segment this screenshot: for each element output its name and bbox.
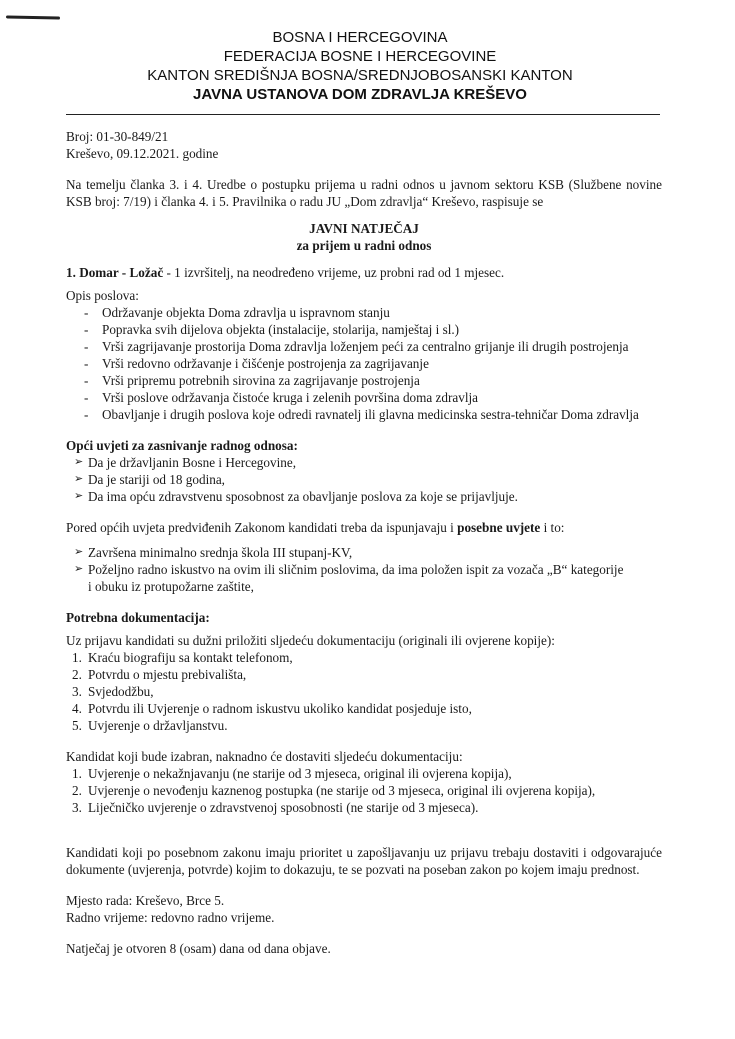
documentation-list [66, 649, 662, 734]
special-conditions-list [66, 544, 662, 578]
priority-paragraph: Kandidati koji po posebnom zakonu imaju prioritet u zapošljavanju uz prijavu trebaju dostaviti i odgovarajuće dokumente (uvjerenja, potvrde) kojim to dokazuju, te se pozvati na poseban zakon po kojem imaju prednost. [66, 845, 662, 877]
list-item: 3. Svjedodžbu, [72, 684, 154, 699]
special-conditions-lead: Pored općih uvjeta predviđenih Zakonom kandidati treba da ispunjavaju i posebne uvjete i to: [66, 520, 565, 535]
arrow-bullet-icon: ➢ [74, 490, 84, 502]
list-item: - Vrši redovno održavanje i čišćenje postrojenja za zagrijavanje [84, 356, 429, 371]
header-institution: JAVNA USTANOVA DOM ZDRAVLJA KREŠEVO [193, 86, 527, 103]
special-conditions-continuation: i obuku iz protupožarne zaštite, [88, 579, 254, 594]
notice-title: JAVNI NATJEČAJ [309, 221, 419, 236]
list-item: ➢ Poželjno radno iskustvo na ovim ili sličnim poslovima, da ima položen ispit za vozača „B“ kategorije [74, 562, 624, 577]
reference-number: Broj: 01-30-849/21 [66, 129, 169, 144]
position-name: Domar - Ložač [79, 265, 164, 280]
list-item: ➢ Da je državljanin Bosne i Hercegovine, [74, 455, 296, 470]
list-item: 5. Uvjerenje o državljanstvu. [72, 718, 228, 733]
arrow-bullet-icon: ➢ [74, 456, 84, 468]
arrow-bullet-icon: ➢ [74, 546, 84, 558]
list-item: - Obavljanje i drugih poslova koje odredi ravnatelj ili glavna medicinska sestra-tehničar Doma zdravlja [84, 407, 639, 422]
closing-statement: Natječaj je otvoren 8 (osam) dana od dana objave. [66, 941, 331, 956]
documentation-heading: Potrebna dokumentacija: [66, 610, 210, 625]
header-divider [66, 114, 660, 115]
position-number: 1. [66, 265, 76, 280]
list-item: 1. Kraću biografiju sa kontakt telefonom, [72, 650, 293, 665]
list-item: - Vrši pripremu potrebnih sirovina za zagrijavanje postrojenja [84, 373, 420, 388]
list-item: 2. Uvjerenje o nevođenju kaznenog postupka (ne starije od 3 mjeseca, original ili ovjerena kopija), [72, 783, 596, 798]
selected-candidate-list [66, 765, 662, 816]
arrow-bullet-icon: ➢ [74, 473, 84, 485]
document-body [66, 128, 662, 957]
list-item: 3. Liječničko uvjerenje o zdravstvenoj sposobnosti (ne starije od 3 mjeseca). [72, 800, 479, 815]
list-item: ➢ Da je stariji od 18 godina, [74, 472, 225, 487]
workplace-location: Mjesto rada: Kreševo, Brce 5. [66, 893, 225, 908]
general-conditions-list [66, 454, 662, 505]
position-line [66, 264, 662, 281]
intro-paragraph: Na temelju članka 3. i 4. Uredbe o postupku prijema u radni odnos u javnom sektoru KSB (Službene novine KSB broj: 7/19) i članka 4. i 5. Pravilnika o radu JU „Dom zdravlja“ Kreševo, raspisuje se [66, 177, 662, 209]
arrow-bullet-icon: ➢ [74, 563, 84, 575]
position-details: - 1 izvršitelj, na neodređeno vrijeme, uz probni rad od 1 mjesec. [163, 265, 505, 280]
list-item: - Popravka svih dijelova objekta (instalacije, stolarija, namještaj i sl.) [84, 322, 460, 337]
notice-subtitle: za prijem u radni odnos [296, 238, 432, 253]
list-item: 4. Potvrdu ili Uvjerenje o radnom iskustvu ukoliko kandidat posjeduje isto, [72, 701, 472, 716]
duties-list [66, 304, 662, 423]
scan-artifact-mark [6, 15, 60, 19]
document-date: Kreševo, 09.12.2021. godine [66, 146, 219, 161]
list-item: 2. Potvrdu o mjestu prebivališta, [72, 667, 247, 682]
duties-heading: Opis poslova: [66, 288, 139, 303]
institution-header [60, 28, 660, 104]
list-item: - Vrši poslove održavanja čistoće kruga i zelenih površina doma zdravlja [84, 390, 479, 405]
working-hours: Radno vrijeme: redovno radno vrijeme. [66, 910, 275, 925]
general-conditions-heading: Opći uvjeti za zasnivanje radnog odnosa: [66, 438, 298, 453]
documentation-lead: Uz prijavu kandidati su dužni priložiti sljedeću dokumentaciju (originali ili ovjerene kopije): [66, 633, 555, 648]
selected-candidate-lead: Kandidat koji bude izabran, naknadno će dostaviti sljedeću dokumentaciju: [66, 749, 463, 764]
list-item: - Održavanje objekta Doma zdravlja u ispravnom stanju [84, 305, 390, 320]
list-item: ➢ Završena minimalno srednja škola III stupanj-KV, [74, 545, 353, 560]
header-country: BOSNA I HERCEGOVINA [272, 29, 448, 46]
header-federation: FEDERACIJA BOSNE I HERCEGOVINE [223, 48, 497, 65]
list-item: ➢ Da ima opću zdravstvenu sposobnost za obavljanje poslova za koje se prijavljuje. [74, 489, 518, 504]
header-canton: KANTON SREDIŠNJA BOSNA/SREDNJOBOSANSKI KANTON [147, 67, 573, 84]
list-item: - Vrši zagrijavanje prostorija Doma zdravlja loženjem peći za centralno grijanje ili drugih postrojenja [84, 339, 629, 354]
list-item: 1. Uvjerenje o nekažnjavanju (ne starije od 3 mjeseca, original ili ovjerena kopija), [72, 766, 512, 781]
